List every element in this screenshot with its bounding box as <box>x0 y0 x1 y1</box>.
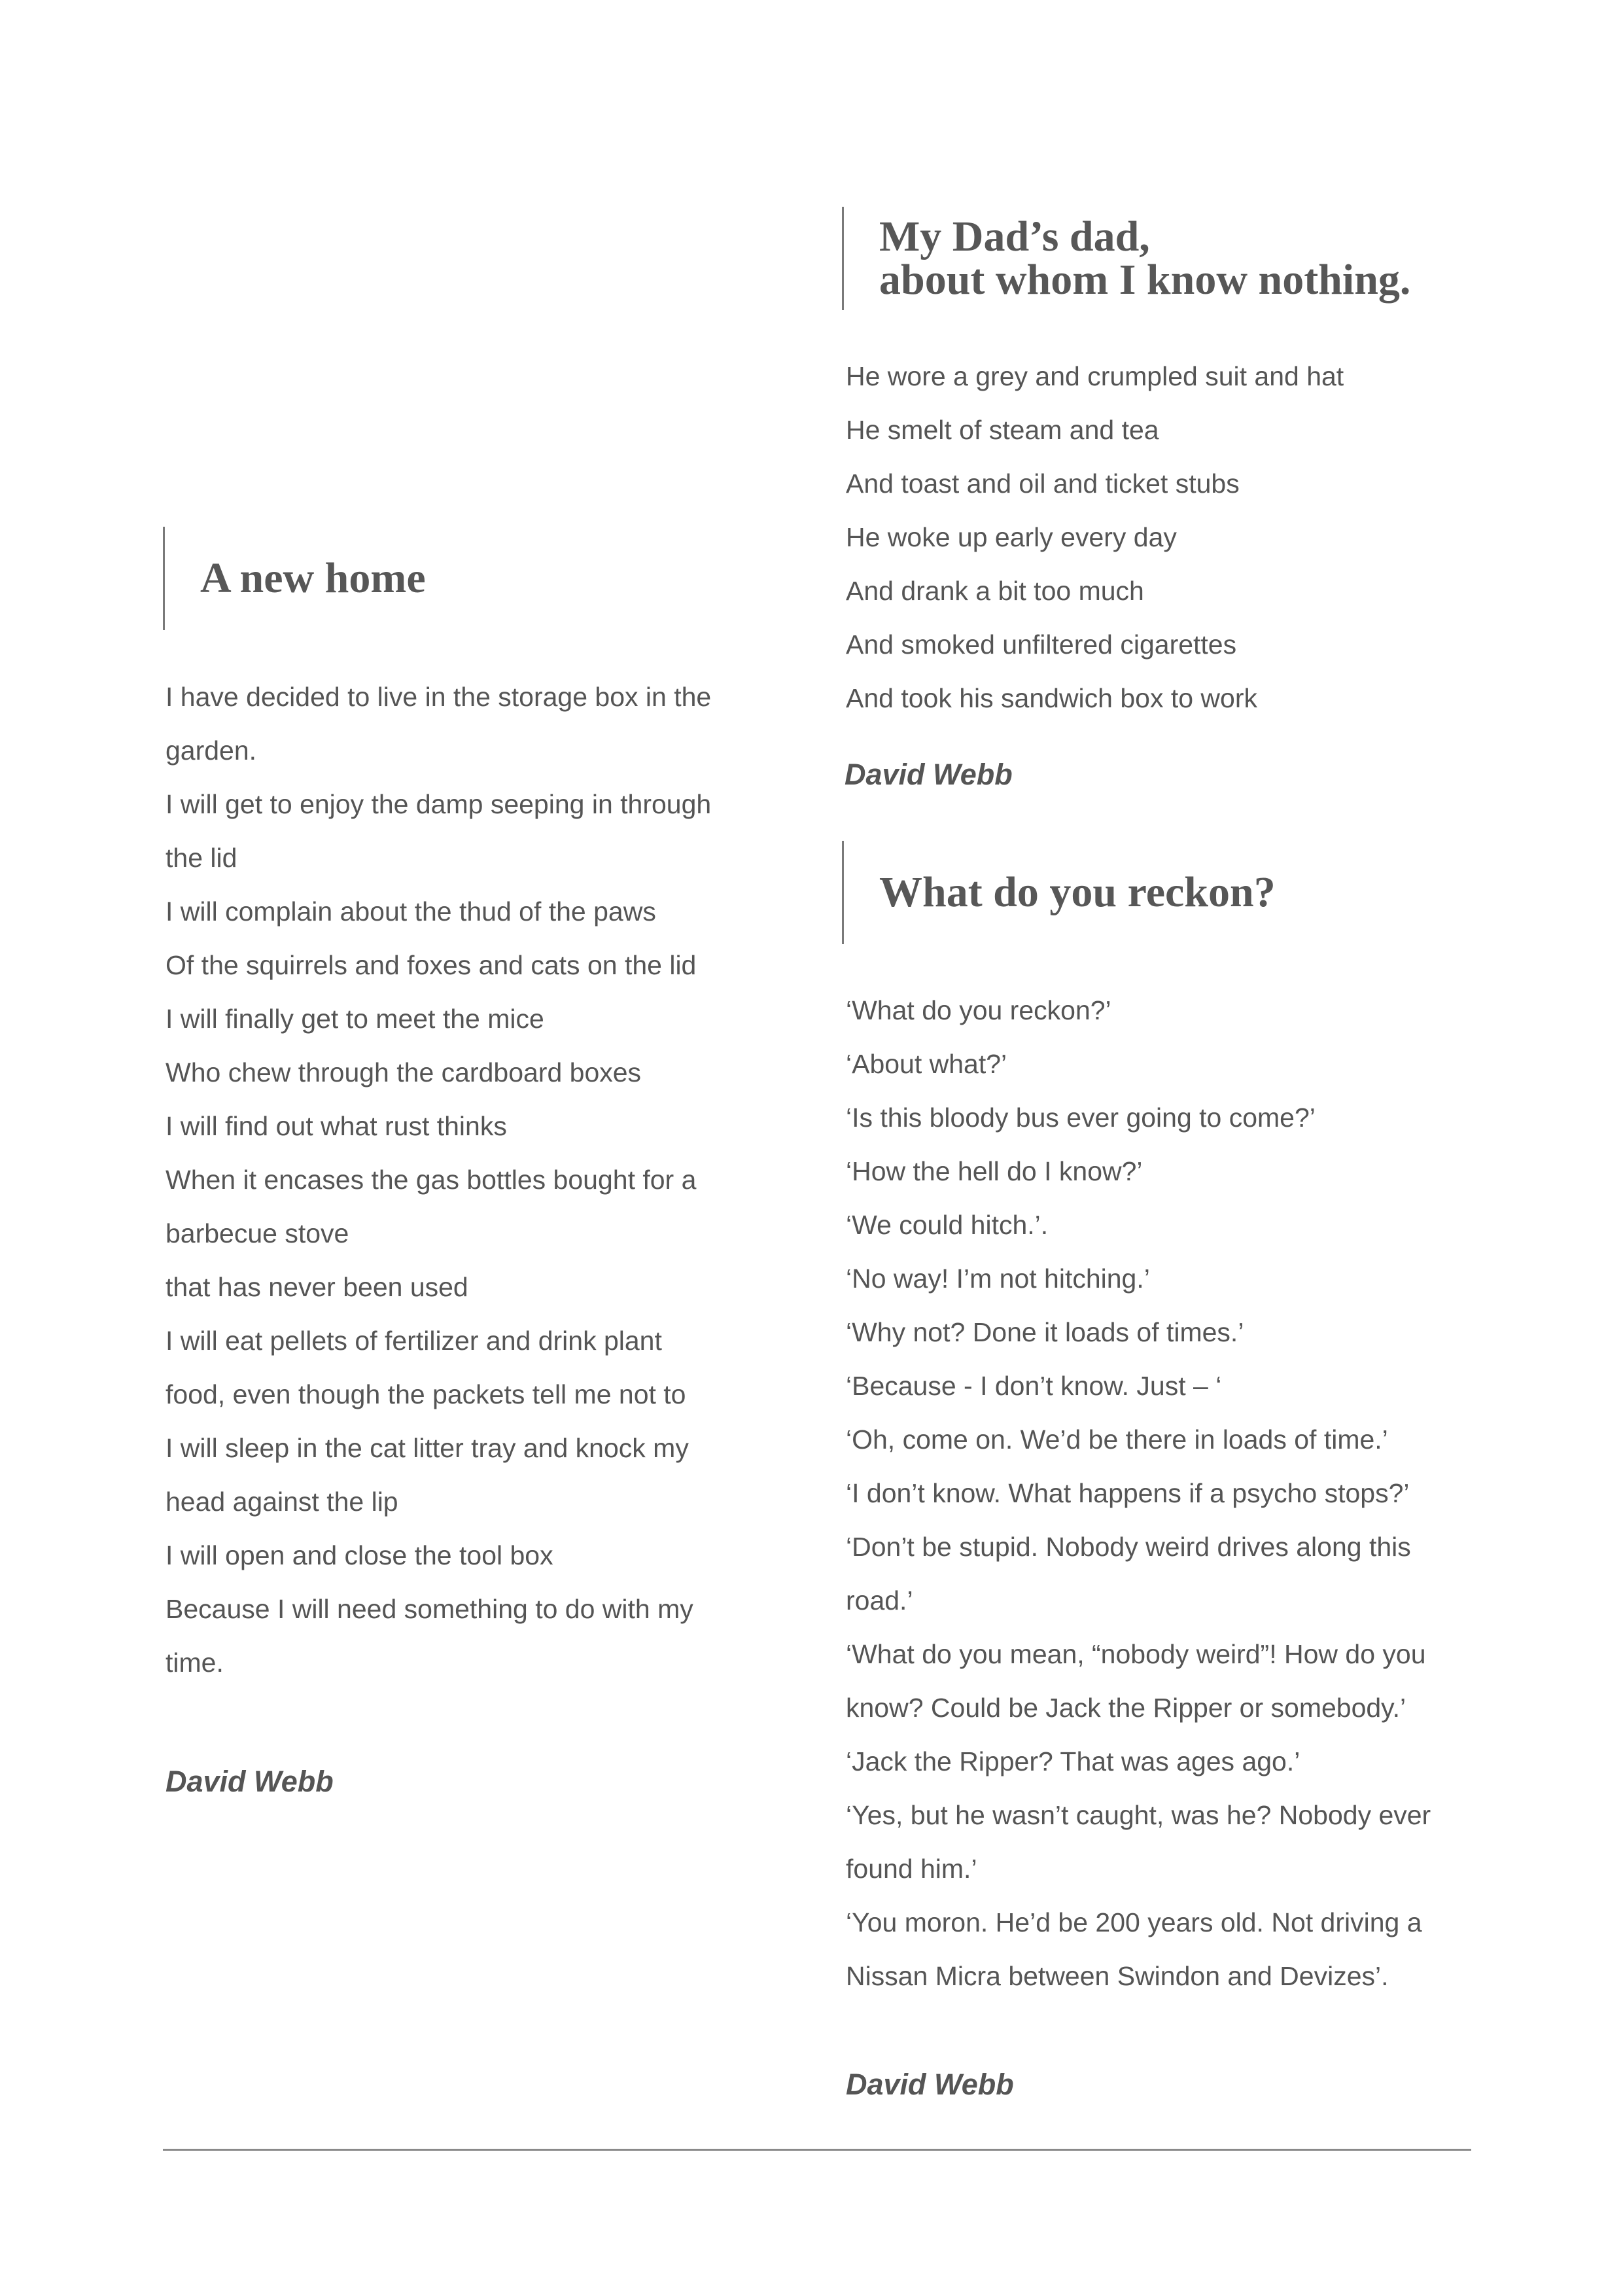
poem-line: time. <box>166 1648 224 1678</box>
poem-line: road.’ <box>846 1585 913 1616</box>
poem-line: garden. <box>166 735 257 766</box>
poem-line: I will complain about the thud of the paws <box>166 896 656 927</box>
poem-line: ‘Oh, come on. We’d be there in loads of time.’ <box>846 1424 1388 1455</box>
poem-line: ‘We could hitch.’. <box>846 1210 1049 1240</box>
poem-line: ‘Jack the Ripper? That was ages ago.’ <box>846 1746 1300 1776</box>
poem-line: head against the lip <box>166 1487 398 1517</box>
poem-author: David Webb <box>166 1765 334 1798</box>
poem-author: David Webb <box>846 2068 1014 2101</box>
poem-line: ‘Don’t be stupid. Nobody weird drives along this <box>846 1532 1411 1562</box>
poem-line: I will finally get to meet the mice <box>166 1004 544 1034</box>
poem-line: ‘I don’t know. What happens if a psycho stops?’ <box>846 1478 1410 1508</box>
poem-line: Nissan Micra between Swindon and Devizes’. <box>846 1961 1389 1991</box>
poem-line: I have decided to live in the storage box in the <box>166 682 712 712</box>
poem-line: And toast and oil and ticket stubs <box>846 468 1240 499</box>
poem-line: ‘About what?’ <box>846 1049 1007 1079</box>
poem-line: the lid <box>166 843 237 873</box>
poem-line: I will get to enjoy the damp seeping in through <box>166 789 712 819</box>
poem-title <box>879 215 1410 302</box>
poem-title-what-do-you-reckon-block <box>842 841 1276 944</box>
poem-body-my-dads-dad <box>846 349 1344 725</box>
poem-line: He smelt of steam and tea <box>846 415 1159 445</box>
poem-line: ‘Yes, but he wasn’t caught, was he? Nobody ever <box>846 1800 1431 1830</box>
poem-line: Who chew through the cardboard boxes <box>166 1057 642 1087</box>
poem-author: David Webb <box>845 758 1013 791</box>
poem-title-line: about whom I know nothing. <box>879 256 1411 304</box>
poem-line: When it encases the gas bottles bought for a <box>166 1165 697 1195</box>
poem-title-my-dads-dad-block <box>842 207 1410 310</box>
poem-line: Because I will need something to do with my <box>166 1594 693 1624</box>
poem-line: I will sleep in the cat litter tray and knock my <box>166 1433 689 1463</box>
poem-line: ‘What do you mean, “nobody weird”! How do you <box>846 1639 1426 1669</box>
poem-line: ‘Is this bloody bus ever going to come?’ <box>846 1103 1316 1133</box>
poem-line: He wore a grey and crumpled suit and hat <box>846 361 1344 391</box>
poem-line: ‘Why not? Done it loads of times.’ <box>846 1317 1244 1347</box>
poem-title: What do you reckon? <box>879 868 1276 916</box>
poem-body-what-do-you-reckon <box>846 983 1431 2003</box>
poem-line: ‘Because - I don’t know. Just – ‘ <box>846 1371 1222 1401</box>
poem-line: And smoked unfiltered cigarettes <box>846 629 1237 660</box>
poem-line: ‘How the hell do I know?’ <box>846 1156 1143 1186</box>
poem-title-line: My Dad’s dad, <box>879 213 1150 260</box>
poem-line: ‘What do you reckon?’ <box>846 995 1111 1025</box>
poem-line: Of the squirrels and foxes and cats on the lid <box>166 950 697 980</box>
footer-divider <box>163 2149 1471 2151</box>
poem-line: He woke up early every day <box>846 522 1177 552</box>
poem-line: I will find out what rust thinks <box>166 1111 507 1141</box>
poem-line: ‘You moron. He’d be 200 years old. Not driving a <box>846 1907 1422 1937</box>
poem-line: And took his sandwich box to work <box>846 683 1257 713</box>
poem-line: And drank a bit too much <box>846 576 1144 606</box>
poem-line: ‘No way! I’m not hitching.’ <box>846 1263 1150 1294</box>
poem-line: food, even though the packets tell me not to <box>166 1379 686 1409</box>
poem-line: know? Could be Jack the Ripper or somebody.’ <box>846 1693 1406 1723</box>
poem-body-a-new-home <box>166 670 711 1689</box>
poem-title-a-new-home-block <box>163 527 426 630</box>
poem-line: I will eat pellets of fertilizer and drink plant <box>166 1326 662 1356</box>
poem-line: I will open and close the tool box <box>166 1540 553 1570</box>
poem-line: found him.’ <box>846 1854 977 1884</box>
poem-line: barbecue stove <box>166 1218 349 1248</box>
poem-line: that has never been used <box>166 1272 468 1302</box>
poem-title: A new home <box>200 554 426 602</box>
